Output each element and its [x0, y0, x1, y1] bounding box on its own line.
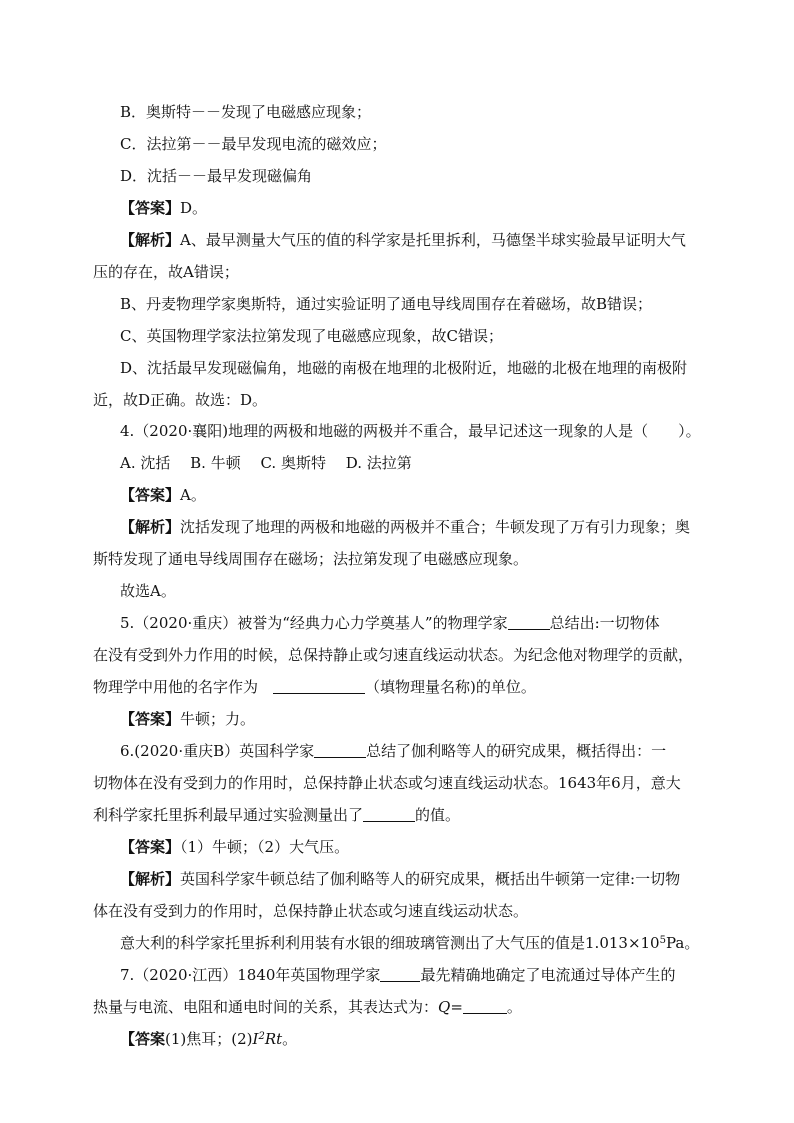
q7-text: = [450, 998, 463, 1016]
q3-analysis-line: D、沈括最早发现磁偏角，地磁的南极在地理的北极附近，地磁的北极在地理的南极附 [120, 359, 688, 377]
fill-blank [314, 743, 366, 758]
q6-analysis-line [120, 868, 680, 890]
answer-tag: 【答案】 [120, 486, 181, 504]
q5-text: 总结出:一切物体 [549, 614, 660, 632]
q5-stem-line [120, 612, 660, 634]
q5-text: 5.（2020·重庆）被誉为“经典力心力学奠基人”的物理学家 [120, 614, 508, 632]
analysis-tag: 【解析】 [120, 518, 181, 536]
fill-blank [380, 967, 420, 982]
q6-text: 总结了伽利略等人的研究成果，概括得出：一 [366, 742, 667, 760]
q4-analysis-line: 斯特发现了通电导线周围存在磁场；法拉第发现了电磁感应现象。 [93, 550, 529, 568]
answer-text: I [252, 1030, 259, 1048]
q3-analysis-line [120, 229, 686, 251]
answer-text: A。 [180, 486, 206, 504]
q4-stem: 4.（2020·襄阳)地理的两极和地磁的两极并不重合，最早记述这一现象的人是（ ）。 [120, 422, 701, 440]
q3-analysis-line: C、英国物理学家法拉第发现了电磁感应现象，故C错误； [120, 327, 503, 345]
fill-blank [508, 615, 550, 630]
q7-stem-line [120, 964, 675, 986]
q5-answer [120, 708, 255, 730]
option-d: D．沈括－－最早发现磁偏角 [120, 167, 313, 185]
answer-tag: 【答案】 [120, 710, 181, 728]
q3-analysis-line: B、丹麦物理学家奥斯特，通过实验证明了通电导线周围存在着磁场，故B错误； [120, 295, 653, 313]
q6-text: Pa。 [665, 934, 700, 952]
q6-analysis-line [120, 932, 699, 954]
answer-text: 牛顿；力。 [180, 710, 256, 728]
fill-blank [363, 807, 415, 822]
q7-text: Q [438, 998, 451, 1016]
analysis-text: 英国科学家牛顿总结了伽利略等人的研究成果，概括出牛顿第一定律:一切物 [180, 870, 681, 888]
option-b: B．奥斯特－－发现了电磁感应现象； [120, 103, 372, 121]
answer-tag: 【答案】 [120, 838, 181, 856]
q6-text: 6.(2020·重庆B）英国科学家 [120, 742, 315, 760]
q4-analysis-line: 故选A。 [120, 582, 176, 600]
q3-answer [120, 197, 207, 219]
option-c: C．法拉第－－最早发现电流的磁效应； [120, 135, 387, 153]
analysis-text: 沈括发现了地理的两极和地磁的两极并不重合；牛顿发现了万有引力现象；奥 [180, 518, 691, 536]
analysis-tag: 【解析】 [120, 870, 181, 888]
q5-text: 物理学中用他的名字作为 [93, 678, 274, 696]
analysis-tag: 【解析】 [120, 231, 181, 249]
q4-analysis-line [120, 516, 690, 538]
q6-text: 的值。 [415, 806, 461, 824]
q5-stem-line: 在没有受到外力作用的时候，总保持静止或匀速直线运动状态。为纪念他对物理学的贡献， [93, 646, 694, 664]
q7-text: 。 [506, 998, 522, 1016]
q6-stem-line [93, 804, 460, 826]
superscript: 5 [659, 935, 666, 946]
q6-text: 意大利的科学家托里拆利利用装有水银的细玻璃管测出了大气压的值是1.013×10 [120, 934, 660, 952]
answer-text: 。 [282, 1030, 298, 1048]
answer-text: Rt [264, 1030, 283, 1048]
answer-text: (1)焦耳；(2) [165, 1030, 253, 1048]
q4-options: A. 沈括 B. 牛顿 C. 奥斯特 D. 法拉第 [120, 454, 412, 472]
q6-stem-line [120, 740, 666, 762]
superscript: 2 [258, 1031, 265, 1042]
fill-blank [463, 999, 507, 1014]
q5-stem-line [93, 676, 536, 698]
fill-blank [273, 679, 365, 694]
q6-text: 利科学家托里拆利最早通过实验测量出了 [93, 806, 364, 824]
answer-text: （1）牛顿；（2）大气压。 [180, 838, 350, 856]
q7-text: 热量与电流、电阻和通电时间的关系，其表达式为： [93, 998, 439, 1016]
answer-tag: 【答案 [120, 1030, 166, 1048]
q4-answer [120, 484, 206, 506]
q6-analysis-line: 体在没有受到力的作用时，总保持静止状态或匀速直线运动状态。 [93, 902, 529, 920]
answer-tag: 【答案】 [120, 199, 181, 217]
q5-text: （填物理量名称)的单位。 [365, 678, 536, 696]
analysis-text: A、最早测量大气压的值的科学家是托里拆利，马德堡半球实验最早证明大气 [180, 231, 686, 249]
q3-analysis-line: 近，故D正确。故选：D。 [93, 391, 268, 409]
q7-answer [120, 1028, 297, 1050]
q7-stem-line [93, 996, 522, 1018]
q6-stem-line: 切物体在没有受到力的作用时，总保持静止状态或匀速直线运动状态。1643年6月，意大 [93, 774, 681, 792]
q6-answer [120, 836, 349, 858]
q3-analysis-line: 压的存在，故A错误； [93, 263, 239, 281]
answer-text: D。 [180, 199, 208, 217]
q7-text: 7.（2020·江西）1840年英国物理学家 [120, 966, 381, 984]
q7-text: 最先精确地确定了电流通过导体产生的 [420, 966, 676, 984]
